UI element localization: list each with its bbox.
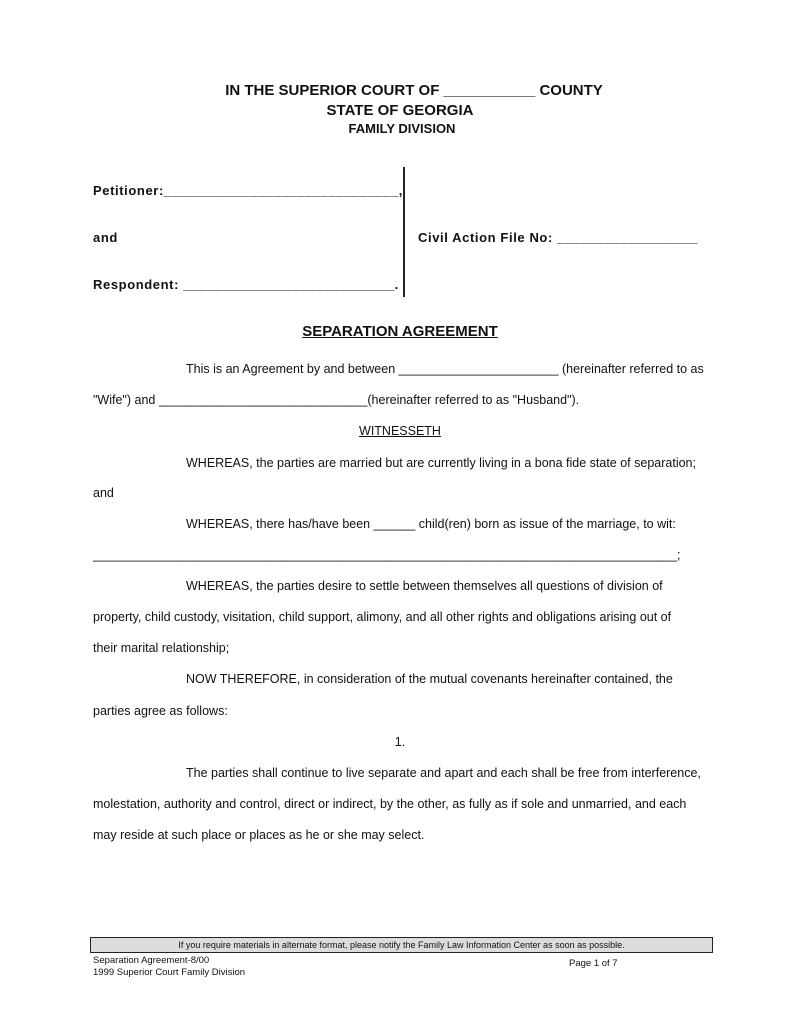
and-label: and — [93, 230, 118, 245]
petitioner-line: Petitioner:______________________________, — [93, 183, 403, 198]
intro-line-1: This is an Agreement by and between _______________________ (hereinafter referred to as — [186, 362, 704, 376]
paragraph-1-line-3: may reside at such place or places as he or she may select. — [93, 828, 425, 842]
section-number: 1. — [394, 735, 406, 749]
now-therefore: NOW THEREFORE, in consideration of the mutual covenants hereinafter contained, the — [186, 672, 673, 686]
whereas-settle: WHEREAS, the parties desire to settle between themselves all questions of division of — [186, 579, 663, 593]
whereas-separation: WHEREAS, the parties are married but are currently living in a bona fide state of separation; — [186, 456, 696, 470]
whereas-separation-cont: and — [93, 486, 114, 500]
form-id: Separation Agreement-8/00 — [93, 955, 210, 966]
children-blank-line: ____________________________________________________________________________________; — [93, 548, 681, 562]
state-title: STATE OF GEORGIA — [326, 102, 474, 119]
division-title: FAMILY DIVISION — [348, 121, 456, 136]
whereas-children: WHEREAS, there has/have been ______ child(ren) born as issue of the marriage, to wit: — [186, 517, 676, 531]
whereas-settle-cont-2: their marital relationship; — [93, 641, 230, 655]
witnesseth-heading: WITNESSETH — [359, 424, 441, 438]
civil-action-file-no: Civil Action File No: __________________ — [418, 230, 699, 245]
copyright-line: 1999 Superior Court Family Division — [93, 967, 246, 978]
respondent-line: Respondent: ___________________________. — [93, 277, 399, 292]
court-title: IN THE SUPERIOR COURT OF ___________ COUNTY — [225, 82, 603, 99]
now-therefore-cont: parties agree as follows: — [93, 704, 228, 718]
paragraph-1-line-2: molestation, authority and control, direct or indirect, by the other, as fully as if sole and unmarried, and each — [93, 797, 687, 811]
intro-line-2: "Wife") and ______________________________(hereinafter referred to as "Husband"). — [93, 393, 580, 407]
whereas-settle-cont-1: property, child custody, visitation, child support, alimony, and all other rights and obligations arising out of — [93, 610, 672, 624]
agreement-title: SEPARATION AGREEMENT — [302, 323, 498, 340]
paragraph-1-line-1: The parties shall continue to live separate and apart and each shall be free from interference, — [186, 766, 701, 780]
accessibility-notice: If you require materials in alternate format, please notify the Family Law Information Center as soon as possible. — [90, 937, 713, 953]
caption-divider — [403, 167, 405, 297]
page-number: Page 1 of 7 — [569, 958, 618, 969]
